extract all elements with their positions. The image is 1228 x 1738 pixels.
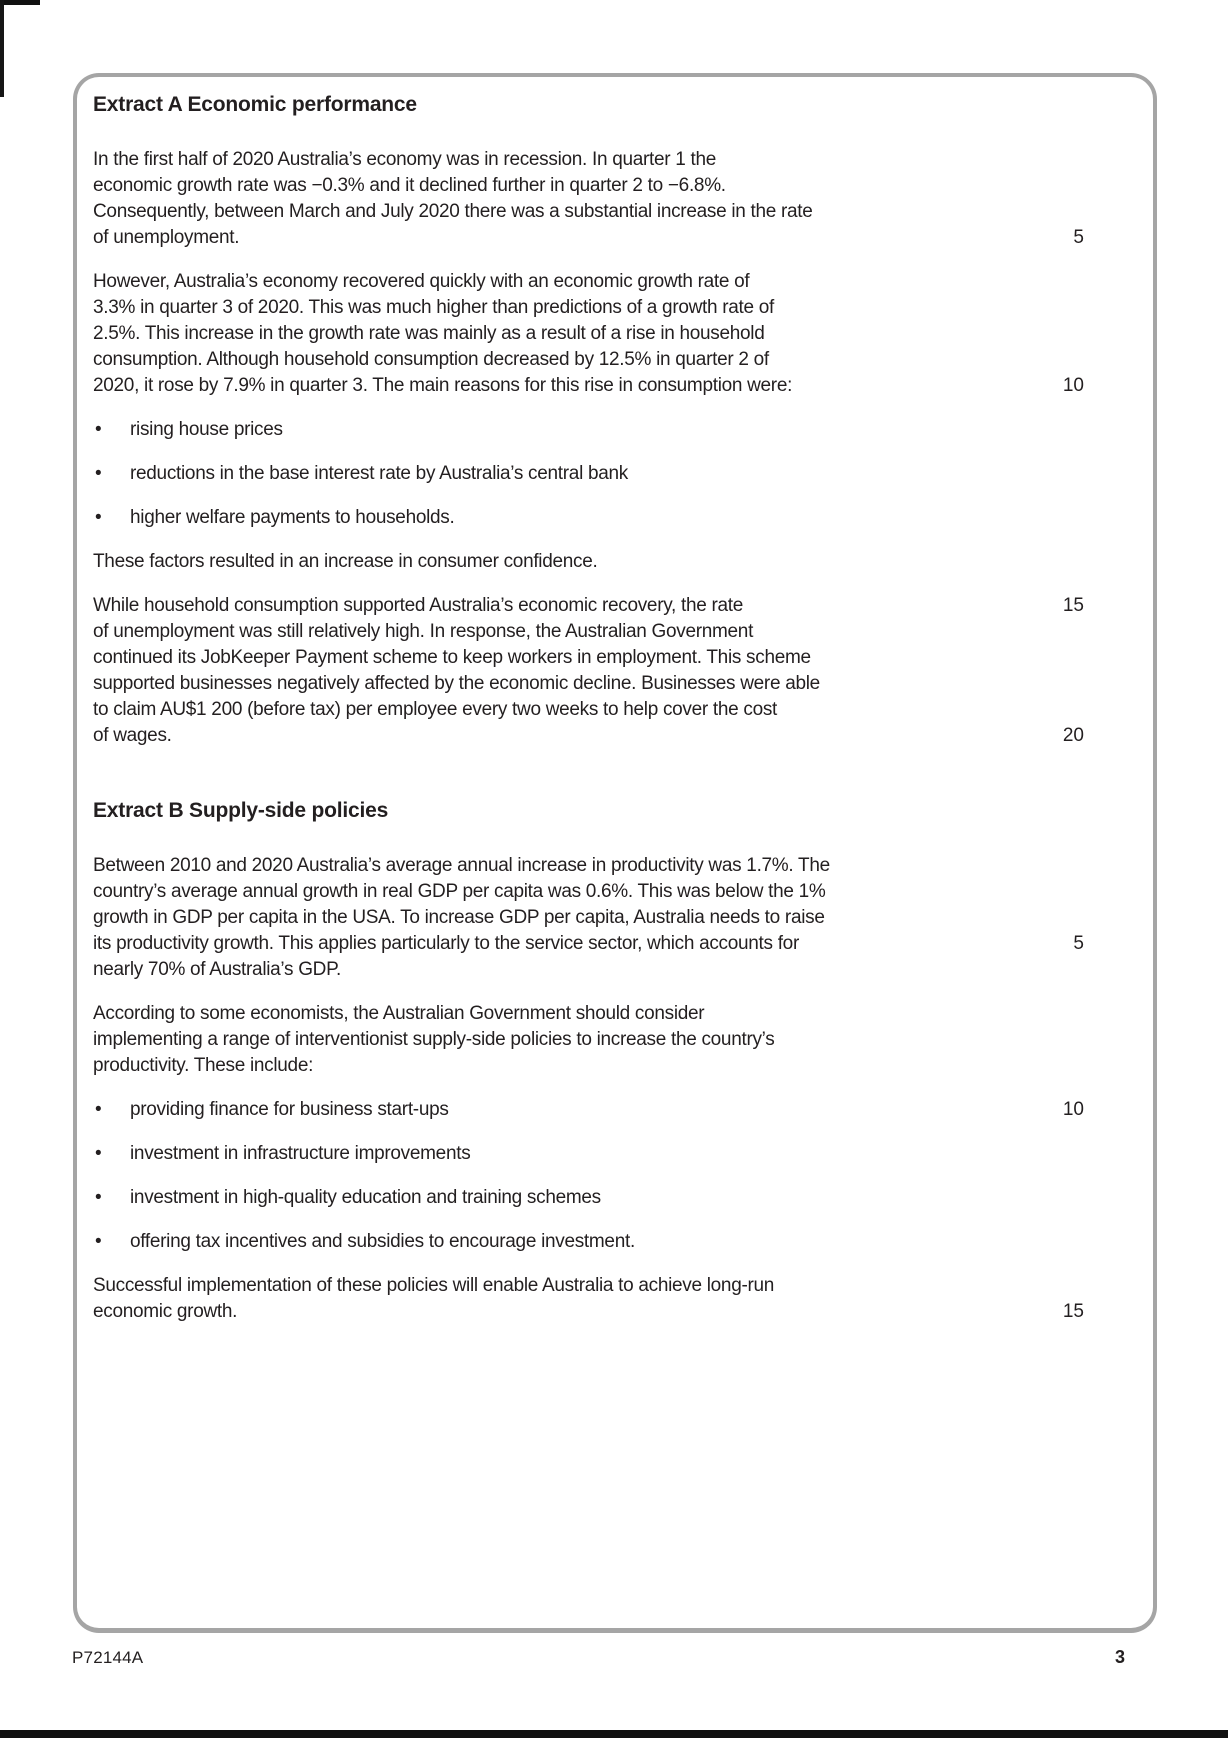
paragraph [93, 593, 1129, 749]
line-number: 15 [1062, 1301, 1084, 1322]
text-line: supported businesses negatively affected by the economic decline. Businesses were able [93, 673, 820, 694]
paragraph [93, 1001, 1129, 1079]
bullet-dot: • [95, 1187, 102, 1208]
text-line: country’s average annual growth in real GDP per capita was 0.6%. This was below the 1% [93, 881, 826, 902]
extract-b-section [93, 799, 1129, 1325]
text-line: While household consumption supported Australia’s economic recovery, the rate [93, 595, 744, 616]
paragraph [93, 147, 1129, 251]
text-line: According to some economists, the Australian Government should consider [93, 1003, 705, 1024]
bullet-dot: • [95, 1231, 102, 1252]
line-number: 15 [1062, 595, 1084, 616]
text-line: higher welfare payments to households. [130, 507, 455, 528]
bullet-item [93, 1185, 1129, 1211]
text-line: consumption. Although household consumption decreased by 12.5% in quarter 2 of [93, 349, 769, 370]
text-line: Between 2010 and 2020 Australia’s average annual increase in productivity was 1.7%. The [93, 855, 830, 876]
line-number: 10 [1062, 375, 1084, 396]
extract-b-body [93, 853, 1129, 1325]
line-number: 5 [1073, 933, 1084, 954]
text-line: rising house prices [130, 419, 283, 440]
paper-code: P72144A [72, 1648, 144, 1667]
text-line: Consequently, between March and July 2020 there was a substantial increase in the rate [93, 201, 813, 222]
text-line: economic growth. [93, 1301, 238, 1322]
paragraph [93, 269, 1129, 399]
text-line: 3.3% in quarter 3 of 2020. This was much higher than predictions of a growth rate of [93, 297, 775, 318]
bullet-item [93, 1141, 1129, 1167]
paragraph [93, 1273, 1129, 1325]
bullet-dot: • [95, 507, 102, 528]
bullet-item [93, 1229, 1129, 1255]
text-line: economic growth rate was −0.3% and it declined further in quarter 2 to −6.8%. [93, 175, 726, 196]
extract-b-heading: Extract B Supply-side policies [93, 799, 389, 822]
extract-a-body [93, 147, 1129, 749]
text-line: its productivity growth. This applies particularly to the service sector, which accounts for [93, 933, 799, 954]
text-line: continued its JobKeeper Payment scheme to keep workers in employment. This scheme [93, 647, 811, 668]
text-line: In the first half of 2020 Australia’s economy was in recession. In quarter 1 the [93, 149, 717, 170]
extract-a-section [93, 93, 1129, 749]
text-line: investment in infrastructure improvements [130, 1143, 471, 1164]
bullet-dot: • [95, 419, 102, 440]
text-line: However, Australia’s economy recovered quickly with an economic growth rate of [93, 271, 750, 292]
text-line: providing finance for business start-ups [130, 1099, 449, 1120]
line-number: 5 [1073, 227, 1084, 248]
page-number: 3 [1114, 1647, 1125, 1667]
paragraph [93, 549, 1129, 575]
text-line: These factors resulted in an increase in consumer confidence. [93, 551, 598, 572]
bullet-dot: • [95, 1099, 102, 1120]
scan-artifact-left-edge [0, 0, 4, 97]
extract-a-heading: Extract A Economic performance [93, 93, 417, 116]
text-line: Successful implementation of these policies will enable Australia to achieve long-run [93, 1275, 775, 1296]
bullet-dot: • [95, 463, 102, 484]
text-line: of unemployment. [93, 227, 240, 248]
bullet-dot: • [95, 1143, 102, 1164]
extracts-box [73, 73, 1157, 1633]
text-line: growth in GDP per capita in the USA. To increase GDP per capita, Australia needs to raise [93, 907, 825, 928]
line-number: 10 [1062, 1099, 1084, 1120]
paragraph [93, 853, 1129, 983]
bullet-item [93, 1097, 1129, 1123]
text-line: of unemployment was still relatively high. In response, the Australian Government [93, 621, 754, 642]
text-line: 2.5%. This increase in the growth rate was mainly as a result of a rise in household [93, 323, 765, 344]
bullet-item [93, 417, 1129, 443]
text-line: to claim AU$1 200 (before tax) per employee every two weeks to help cover the cost [93, 699, 778, 720]
bullet-item [93, 461, 1129, 487]
text-line: reductions in the base interest rate by Australia’s central bank [130, 463, 628, 484]
text-line: productivity. These include: [93, 1055, 314, 1076]
text-line: implementing a range of interventionist supply-side policies to increase the country’s [93, 1029, 775, 1050]
line-number: 20 [1062, 725, 1084, 746]
text-line: of wages. [93, 725, 172, 746]
scan-artifact-top-bar [0, 0, 40, 5]
text-line: nearly 70% of Australia’s GDP. [93, 959, 341, 980]
text-line: investment in high-quality education and training schemes [130, 1187, 601, 1208]
text-line: offering tax incentives and subsidies to encourage investment. [130, 1231, 635, 1252]
bullet-item [93, 505, 1129, 531]
text-line: 2020, it rose by 7.9% in quarter 3. The main reasons for this rise in consumption were: [93, 375, 793, 396]
scan-artifact-bottom-bar [0, 1730, 1228, 1738]
